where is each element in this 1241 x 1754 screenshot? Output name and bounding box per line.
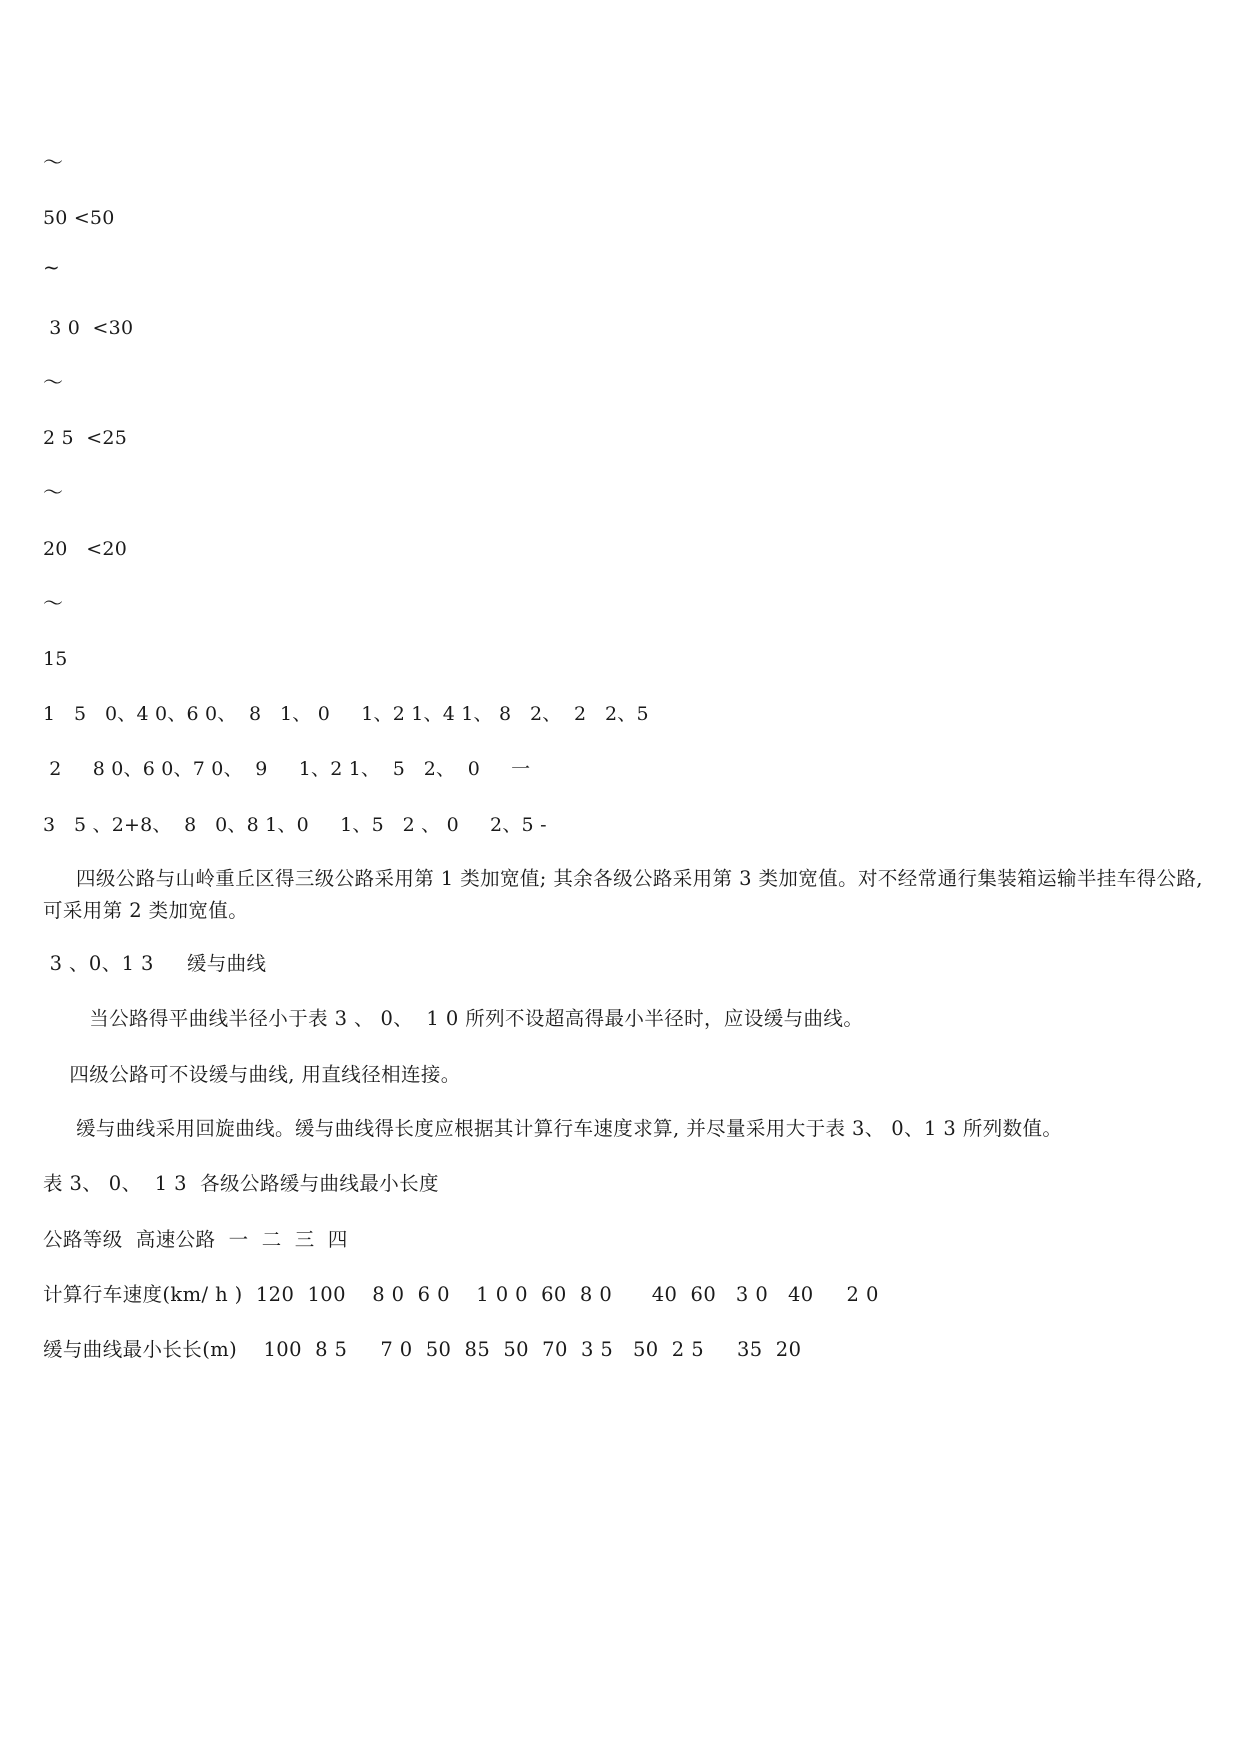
- text-line: ～: [43, 480, 64, 504]
- text-line: ~: [43, 255, 60, 279]
- text-line: 50 <50: [43, 207, 115, 229]
- table-row-category-3: 3 5 、2+8、 8 0、8 1、0 1、5 2 、 0 2、5 -: [43, 814, 547, 836]
- paragraph-clothoid-note: 缓与曲线采用回旋曲线。缓与曲线得长度应根据其计算行车速度求算, 并尽量采用大于表 3、 0、1 3 所列数值。: [43, 1117, 1063, 1140]
- table-row-category-2: 2 8 0、6 0、7 0、 9 1、2 1、 5 2、 0 一: [43, 758, 531, 780]
- section-heading: 3 、0、1 3 缓与曲线: [43, 952, 267, 975]
- text-line: ～: [43, 370, 64, 394]
- paragraph-widening-note: 四级公路与山岭重丘区得三级公路采用第 1 类加宽值; 其余各级公路采用第 3 类加宽值。对不经常通行集装箱运输半挂车得公路, 可采用第 2 类加宽值。: [43, 867, 1210, 922]
- text-line: 3 0 <30: [43, 317, 134, 339]
- text-line: ～: [43, 591, 64, 615]
- text-line: 15: [43, 648, 68, 670]
- table-caption: 表 3、 0、 1 3 各级公路缓与曲线最小长度: [43, 1172, 439, 1195]
- table-row-category-1: 1 5 0、4 0、6 0、 8 1、 0 1、2 1、4 1、 8 2、 2 2、5: [43, 703, 649, 725]
- paragraph-class-four-note: 四级公路可不设缓与曲线, 用直线径相连接。: [43, 1063, 461, 1086]
- table-row-min-length: 缓与曲线最小长长(m) 100 8 5 7 0 50 85 50 70 3 5 50 2 5 35 20: [43, 1338, 802, 1361]
- text-line: ～: [43, 150, 64, 174]
- table-row-grade: 公路等级 高速公路 一 二 三 四: [43, 1228, 348, 1251]
- paragraph-transition-requirement: 当公路得平曲线半径小于表 3 、 0、 1 0 所列不设超高得最小半径时，应设缓与曲线。: [43, 1007, 864, 1030]
- text-line: 20 <20: [43, 538, 127, 560]
- text-line: 2 5 <25: [43, 427, 127, 449]
- table-row-speed: 计算行车速度(km/ h ) 120 100 8 0 6 0 1 0 0 60 8 0 40 60 3 0 40 2 0: [43, 1283, 879, 1306]
